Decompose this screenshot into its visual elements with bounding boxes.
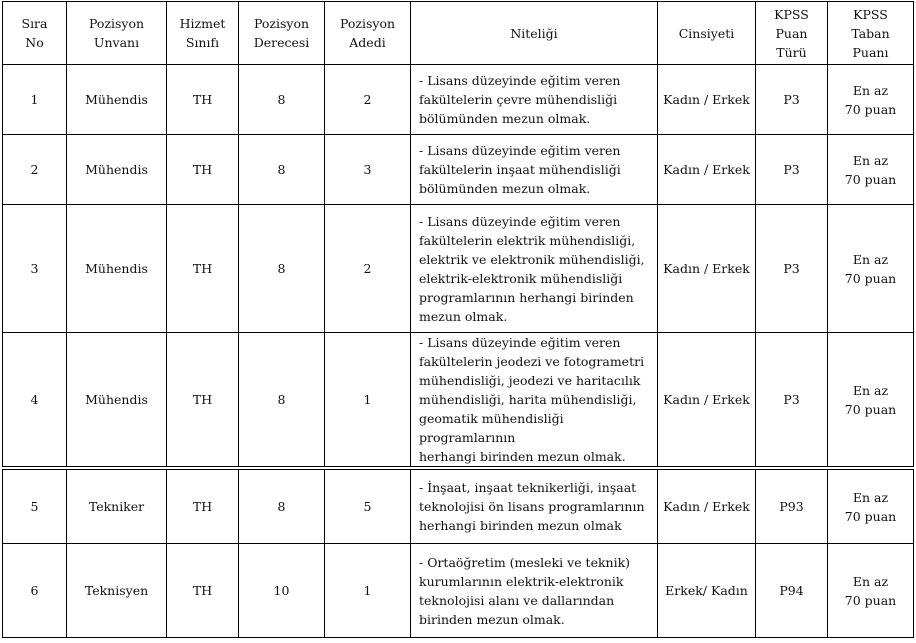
cell-qualification	[411, 65, 658, 135]
cell-qualification	[411, 544, 658, 638]
cell-gender	[658, 544, 756, 638]
col-header-no-l2: No	[25, 35, 44, 50]
col-header-title-l2: Unvanı	[93, 35, 140, 50]
cell-no-line: 6	[30, 583, 39, 598]
cell-min-score-line: En az	[852, 251, 889, 267]
cell-grade-line: 8	[277, 392, 286, 407]
col-header-class-l2: Sınıfı	[185, 35, 220, 50]
cell-count	[325, 65, 411, 135]
col-header-gender: Cinsiyeti	[658, 2, 756, 65]
cell-class-line: TH	[192, 162, 213, 177]
cell-title-line: Tekniker	[88, 499, 145, 514]
col-header-grade-l2: Derecesi	[253, 35, 310, 50]
col-header-grade	[239, 2, 325, 65]
cell-no	[3, 544, 67, 638]
cell-class-line: TH	[192, 261, 213, 276]
cell-count	[325, 135, 411, 205]
cell-qualification	[411, 333, 658, 467]
col-header-min-score-l3: Puanı	[852, 44, 889, 60]
col-header-qualification: Niteliği	[411, 2, 658, 65]
cell-gender-line: Kadın / Erkek	[663, 162, 750, 177]
cell-qualification-line: - Lisans düzeyinde eğitim veren	[419, 213, 621, 229]
cell-score-type-line: P3	[783, 261, 800, 276]
cell-count	[325, 470, 411, 544]
cell-qualification-line: mühendisliği, jeodezi ve haritacılık	[419, 373, 641, 388]
cell-min-score	[828, 205, 914, 333]
col-header-count-l2: Adedi	[349, 35, 386, 50]
cell-class	[167, 205, 239, 333]
cell-no	[3, 205, 67, 333]
cell-min-score-line: 70 puan	[844, 270, 897, 286]
cell-qualification-line: - Lisans düzeyinde eğitim veren	[419, 335, 621, 350]
cell-count-line: 5	[363, 499, 372, 514]
cell-grade	[239, 470, 325, 544]
cell-qualification-line: herhangi birinden mezun olmak.	[419, 449, 626, 464]
col-header-score-type	[756, 2, 828, 65]
cell-title	[67, 470, 167, 544]
cell-title	[67, 544, 167, 638]
cell-qualification	[411, 135, 658, 205]
cell-count-line: 2	[363, 92, 372, 107]
cell-count	[325, 544, 411, 638]
cell-grade	[239, 205, 325, 333]
cell-qualification-line: birinden mezun olmak.	[419, 611, 565, 627]
cell-score-type	[756, 333, 828, 467]
cell-title	[67, 333, 167, 467]
col-header-score-type-l2: Puan	[775, 25, 808, 41]
cell-qualification-line: teknolojisi ön lisans programlarının	[419, 499, 645, 514]
cell-gender	[658, 333, 756, 467]
cell-min-score-line: En az	[852, 573, 889, 589]
cell-no-line: 2	[30, 162, 39, 177]
col-header-title-l1: Pozisyon	[88, 16, 145, 31]
cell-grade	[239, 65, 325, 135]
cell-min-score	[828, 470, 914, 544]
cell-gender-line: Kadın / Erkek	[663, 261, 750, 276]
cell-qualification-line: programlarının herhangi birinden	[419, 289, 634, 305]
cell-class-line: TH	[192, 499, 213, 514]
cell-qualification-line: elektrik ve elektronik mühendisliği,	[419, 251, 645, 267]
col-header-min-score-l1: KPSS	[853, 6, 888, 22]
cell-min-score	[828, 135, 914, 205]
cell-score-type-line: P94	[779, 583, 804, 598]
cell-class	[167, 65, 239, 135]
cell-qualification-line: mezun olmak.	[419, 308, 508, 324]
cell-min-score-line: En az	[852, 489, 889, 505]
cell-qualification	[411, 470, 658, 544]
cell-qualification-line: bölümünden mezun olmak.	[419, 181, 591, 196]
header-row	[3, 2, 914, 65]
table-row	[3, 65, 914, 135]
cell-count-line: 2	[363, 261, 372, 276]
cell-gender-line: Erkek/ Kadın	[665, 583, 748, 598]
table-row	[3, 470, 914, 544]
cell-no	[3, 333, 67, 467]
cell-count-line: 1	[363, 392, 372, 407]
cell-score-type-line: P93	[779, 499, 804, 514]
cell-grade	[239, 333, 325, 467]
cell-title-line: Mühendis	[85, 392, 148, 407]
cell-min-score	[828, 65, 914, 135]
cell-qualification-line: - İnşaat, inşaat teknikerliği, inşaat	[419, 480, 637, 495]
col-header-count-l1: Pozisyon	[339, 16, 396, 31]
cell-min-score-line: 70 puan	[844, 508, 897, 524]
cell-title-line: Mühendis	[85, 92, 148, 107]
cell-qualification-line: geomatik mühendisliği programlarının	[419, 411, 564, 445]
cell-no-line: 3	[30, 261, 39, 276]
cell-min-score-line: En az	[852, 82, 889, 98]
col-header-title	[67, 2, 167, 65]
cell-qualification-line: herhangi birinden mezun olmak	[419, 518, 622, 533]
cell-no	[3, 135, 67, 205]
cell-title	[67, 205, 167, 333]
cell-score-type-line: P3	[783, 392, 800, 407]
cell-no-line: 4	[30, 392, 39, 407]
col-header-min-score	[828, 2, 914, 65]
cell-min-score	[828, 333, 914, 467]
cell-score-type	[756, 65, 828, 135]
cell-title	[67, 65, 167, 135]
cell-grade-line: 8	[277, 92, 286, 107]
cell-qualification-line: mühendisliği, harita mühendisliği,	[419, 392, 637, 407]
cell-title-line: Mühendis	[85, 261, 148, 276]
position-table	[2, 1, 914, 638]
cell-score-type-line: P3	[783, 162, 800, 177]
col-header-no	[3, 2, 67, 65]
cell-qualification-line: kurumlarının elektrik-elektronik	[419, 573, 624, 589]
cell-grade-line: 8	[277, 162, 286, 177]
cell-grade-line: 8	[277, 499, 286, 514]
col-header-class-l1: Hizmet	[179, 16, 226, 31]
table-row	[3, 205, 914, 333]
cell-min-score-line: 70 puan	[844, 401, 897, 417]
cell-class	[167, 333, 239, 467]
cell-grade-line: 10	[273, 583, 290, 598]
cell-no	[3, 470, 67, 544]
cell-gender	[658, 205, 756, 333]
table-row	[3, 333, 914, 467]
cell-gender	[658, 65, 756, 135]
cell-grade-line: 8	[277, 261, 286, 276]
cell-qualification-line: - Lisans düzeyinde eğitim veren	[419, 143, 621, 158]
cell-min-score-line: 70 puan	[844, 592, 897, 608]
cell-no-line: 5	[30, 499, 39, 514]
cell-qualification-line: bölümünden mezun olmak.	[419, 111, 591, 126]
cell-grade	[239, 135, 325, 205]
cell-class-line: TH	[192, 92, 213, 107]
table-body	[3, 65, 914, 638]
cell-count-line: 1	[363, 583, 372, 598]
col-header-count	[325, 2, 411, 65]
cell-no-line: 1	[30, 92, 39, 107]
cell-no	[3, 65, 67, 135]
cell-class	[167, 135, 239, 205]
col-header-score-type-l3: Türü	[776, 44, 807, 60]
cell-score-type	[756, 205, 828, 333]
cell-score-type	[756, 470, 828, 544]
cell-gender-line: Kadın / Erkek	[663, 499, 750, 514]
cell-qualification	[411, 205, 658, 333]
table-row	[3, 544, 914, 638]
cell-gender	[658, 470, 756, 544]
cell-title-line: Mühendis	[85, 162, 148, 177]
cell-count	[325, 333, 411, 467]
col-header-score-type-l1: KPSS	[774, 6, 809, 22]
col-header-class	[167, 2, 239, 65]
col-header-no-l1: Sıra	[21, 16, 48, 31]
cell-class-line: TH	[192, 392, 213, 407]
col-header-min-score-l2: Taban	[851, 25, 890, 41]
cell-score-type	[756, 544, 828, 638]
cell-score-type	[756, 135, 828, 205]
cell-min-score	[828, 544, 914, 638]
cell-class	[167, 544, 239, 638]
col-header-grade-l1: Pozisyon	[253, 16, 310, 31]
cell-title-line: Teknisyen	[84, 583, 149, 598]
cell-gender-line: Kadın / Erkek	[663, 392, 750, 407]
cell-count	[325, 205, 411, 333]
cell-qualification-line: fakültelerin jeodezi ve fotogrametri	[419, 354, 645, 369]
cell-count-line: 3	[363, 162, 372, 177]
cell-min-score-line: 70 puan	[844, 101, 897, 117]
cell-grade	[239, 544, 325, 638]
cell-gender-line: Kadın / Erkek	[663, 92, 750, 107]
cell-min-score-line: En az	[852, 382, 889, 398]
cell-class	[167, 470, 239, 544]
cell-gender	[658, 135, 756, 205]
cell-qualification-line: - Ortaöğretim (mesleki ve teknik)	[419, 554, 631, 570]
cell-qualification-line: fakültelerin inşaat mühendisliği	[419, 162, 621, 177]
cell-qualification-line: fakültelerin elektrik mühendisliği,	[419, 232, 636, 248]
cell-qualification-line: elektrik-elektronik mühendisliği	[419, 270, 623, 286]
cell-min-score-line: 70 puan	[844, 171, 897, 187]
cell-qualification-line: teknolojisi alanı ve dallarından	[419, 592, 615, 608]
cell-qualification-line: fakültelerin çevre mühendisliği	[419, 92, 618, 107]
cell-class-line: TH	[192, 583, 213, 598]
table-row	[3, 135, 914, 205]
cell-min-score-line: En az	[852, 152, 889, 168]
cell-score-type-line: P3	[783, 92, 800, 107]
cell-title	[67, 135, 167, 205]
cell-qualification-line: - Lisans düzeyinde eğitim veren	[419, 73, 621, 88]
